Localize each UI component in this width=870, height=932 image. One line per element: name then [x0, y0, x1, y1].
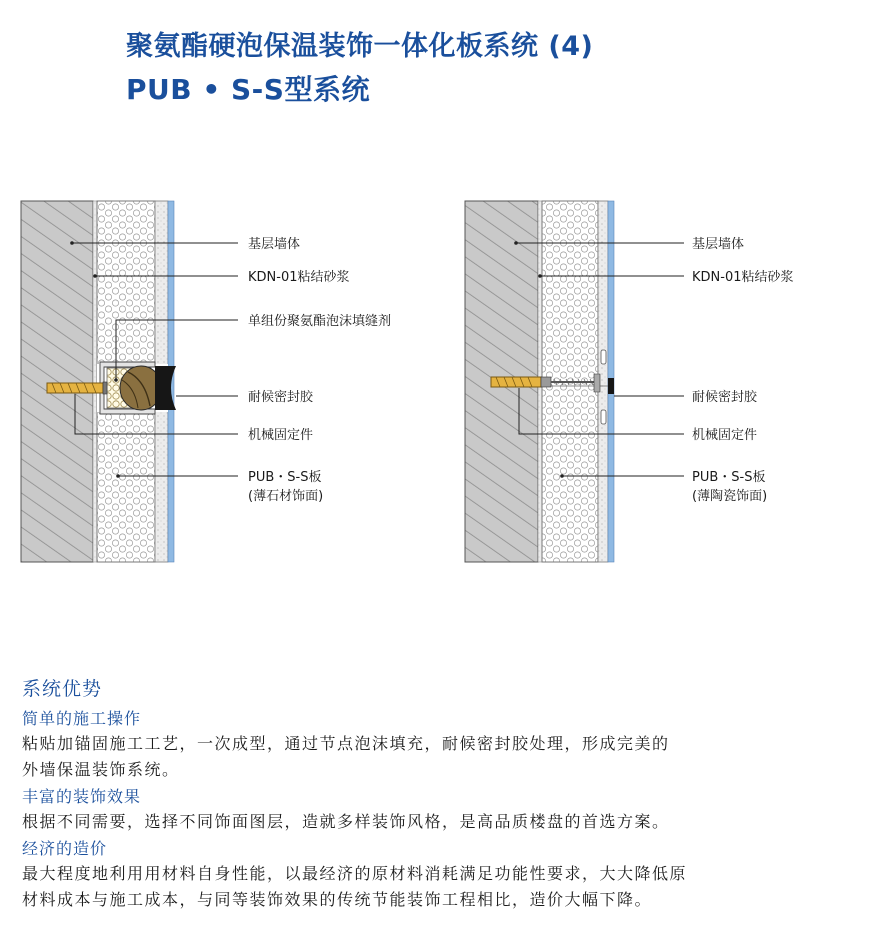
label-anchor: 机械固定件: [692, 428, 758, 443]
label-mortar: KDN-01粘结砂浆: [692, 270, 794, 285]
label-base-wall: 基层墙体: [692, 237, 745, 252]
diagram-left: [21, 201, 391, 562]
label-board: PUB・S-S板: [692, 470, 766, 485]
base-wall: [21, 201, 93, 562]
page-title: 聚氨酯硬泡保温装饰一体化板系统 (4): [126, 31, 594, 62]
advantage-title: 简单的施工操作: [22, 709, 142, 728]
label-facing: (薄陶瓷饰面): [692, 489, 768, 504]
label-board: PUB・S-S板: [248, 470, 322, 485]
advantage-text: [22, 809, 852, 835]
adhesive-mortar: [93, 201, 97, 562]
advantage-text: [22, 861, 852, 913]
advantage-title: 丰富的装饰效果: [22, 787, 142, 806]
text-line: 外墙保温装饰系统。: [22, 760, 180, 779]
label-base-wall: 基层墙体: [248, 237, 301, 252]
label-anchor: 机械固定件: [248, 428, 314, 443]
advantages-section: [22, 674, 852, 915]
advantage-text: [22, 731, 852, 783]
label-sealant: 耐候密封胶: [692, 390, 758, 405]
weather-sealant: [608, 378, 614, 394]
label-foam-filler: 单组份聚氨酯泡沫填缝剂: [248, 314, 392, 329]
text-line: 粘贴加锚固施工工艺，一次成型，通过节点泡沫填充，耐候密封胶处理，形成完美的: [22, 734, 670, 753]
advantages-heading: 系统优势: [22, 678, 103, 700]
text-line: 根据不同需要，选择不同饰面图层，造就多样装饰风格，是高品质楼盘的首选方案。: [22, 812, 670, 831]
advantage-title: 经济的造价: [22, 839, 108, 858]
diagram-right: [465, 201, 794, 562]
text-line: 材料成本与施工成本，与同等装饰效果的传统节能装饰工程相比，造价大幅下降。: [22, 890, 653, 909]
text-line: 最大程度地利用用材料自身性能，以最经济的原材料消耗满足功能性要求，大大降低原: [22, 864, 688, 883]
label-facing: (薄石材饰面): [248, 489, 324, 504]
page-subtitle: PUB • S-S型系统: [126, 73, 370, 106]
label-mortar: KDN-01粘结砂浆: [248, 270, 350, 285]
label-sealant: 耐候密封胶: [248, 390, 314, 405]
mechanical-anchor: [491, 377, 541, 387]
